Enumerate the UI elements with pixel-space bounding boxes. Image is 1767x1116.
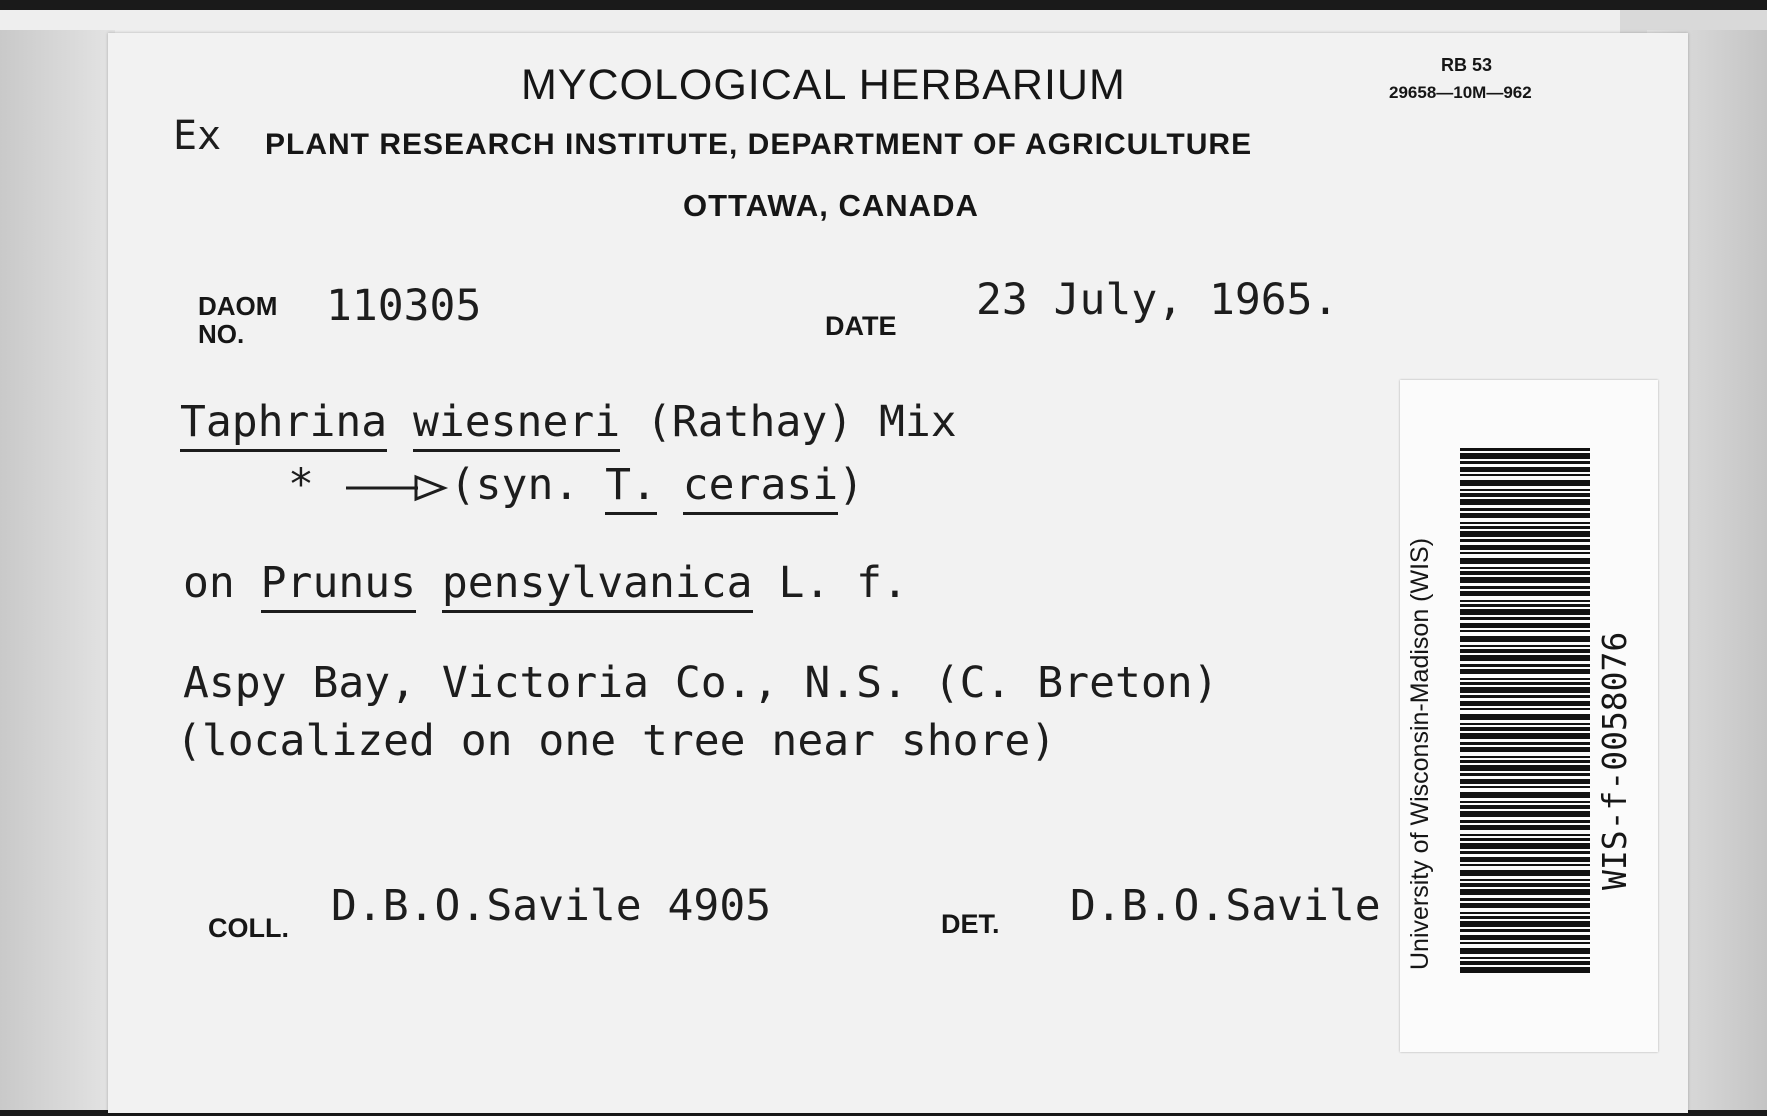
authority: (Rathay) Mix	[646, 397, 957, 447]
genus: Taphrina	[180, 397, 387, 452]
collector: D.B.O.Savile 4905	[331, 881, 772, 931]
determiner: D.B.O.Savile	[1070, 881, 1381, 931]
barcode-label	[1400, 380, 1658, 1052]
arrow-icon	[340, 473, 450, 503]
collection-date: 23 July, 1965.	[976, 275, 1339, 325]
form-code: RB 53	[1441, 55, 1493, 75]
locality-line: Aspy Bay, Victoria Co., N.S. (C. Breton)	[183, 658, 1219, 708]
daom-label: DAOM	[198, 291, 278, 321]
synonym-species: cerasi	[683, 460, 838, 515]
host-species: pensylvanica	[442, 558, 753, 613]
asterisk-mark: *	[288, 460, 314, 510]
host-authority: L. f.	[778, 558, 908, 608]
synonym-genus: T.	[605, 460, 657, 515]
location-line: OTTAWA, CANADA	[683, 188, 979, 223]
ex-mark: Ex	[173, 113, 222, 159]
synonym-open: (syn.	[449, 460, 606, 510]
barcode-id: WIS-f-0058076	[1595, 631, 1634, 890]
taxon-line	[180, 397, 957, 447]
envelope-left-flap	[0, 30, 115, 1110]
institute-line: PLANT RESEARCH INSTITUTE, DEPARTMENT OF AGRICULTURE	[265, 128, 1253, 161]
herbarium-title: MYCOLOGICAL HERBARIUM	[521, 61, 1126, 109]
host-prefix: on	[183, 558, 235, 608]
synonym-line	[288, 460, 864, 510]
print-code: 29658—10M—962	[1389, 83, 1532, 102]
barcode-institution: University of Wisconsin-Madison (WIS)	[1406, 537, 1434, 970]
host-line	[183, 558, 908, 608]
determiner-label: DET.	[941, 909, 1000, 939]
collector-label: COLL.	[208, 913, 289, 943]
host-genus: Prunus	[261, 558, 416, 613]
habitat-note: (localized on one tree near shore)	[176, 716, 1057, 766]
species: wiesneri	[413, 397, 620, 452]
daom-number: 110305	[326, 281, 482, 331]
barcode-icon	[1460, 448, 1590, 978]
synonym-close: )	[838, 460, 865, 510]
no-label: NO.	[198, 319, 245, 349]
date-label: DATE	[825, 311, 897, 341]
